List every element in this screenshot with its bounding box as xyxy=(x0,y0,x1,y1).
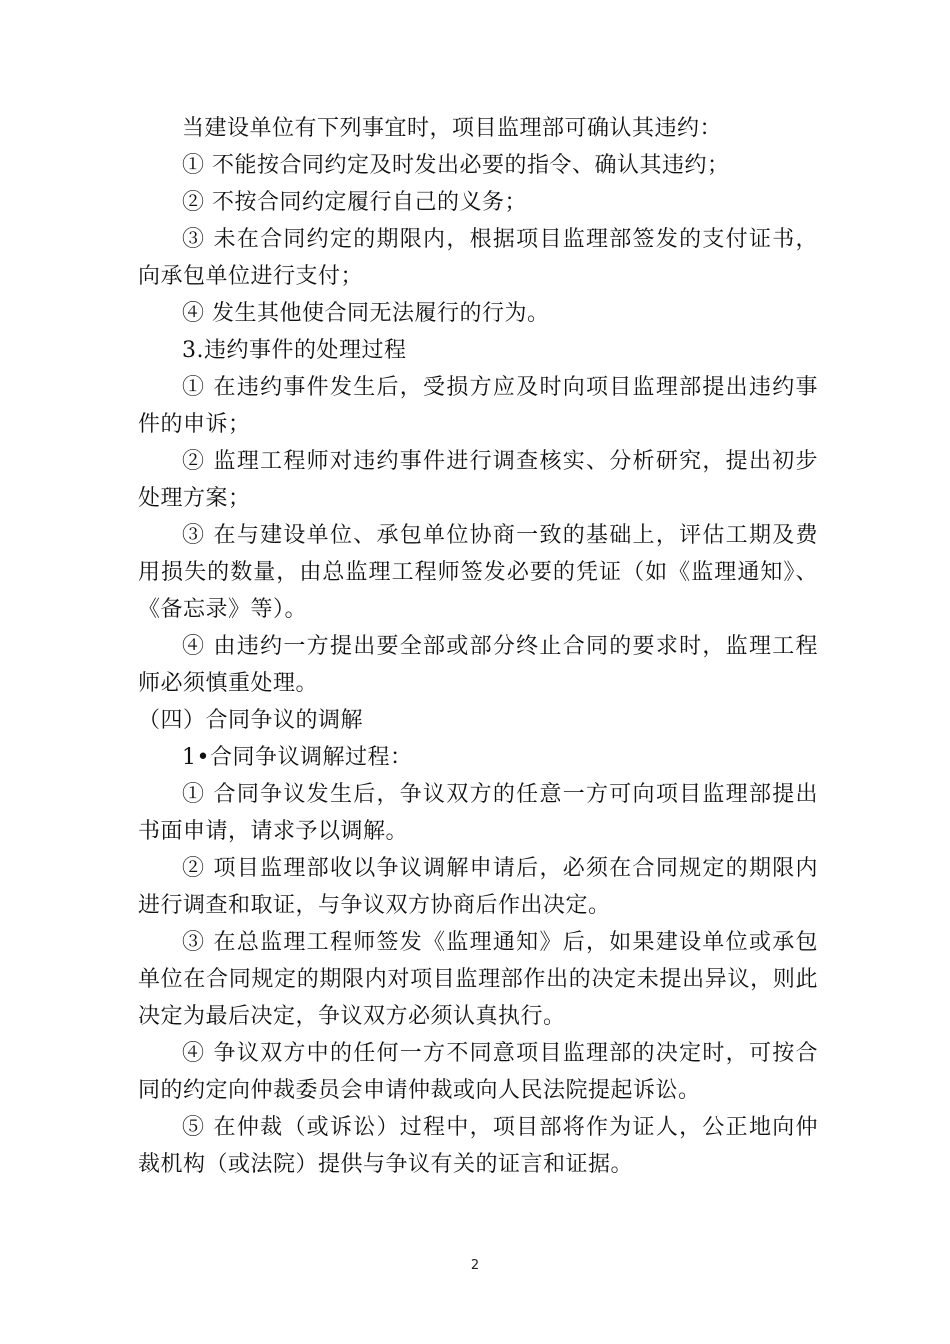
list-item-mediation-1: ① 合同争议发生后，争议双方的任意一方可向项目监理部提出书面申请，请求予以调解。 xyxy=(138,782,818,844)
section-heading-dispute-mediation: （四）合同争议的调解 xyxy=(138,708,364,733)
list-item-process-2: ② 监理工程师对违约事件进行调查核实、分析研究，提出初步处理方案； xyxy=(138,449,818,511)
subsection-heading-mediation-process: 1•合同争议调解过程： xyxy=(182,745,413,770)
list-item-process-1: ① 在违约事件发生后，受损方应及时向项目监理部提出违约事件的申诉； xyxy=(138,375,818,437)
list-item-process-3: ③ 在与建设单位、承包单位协商一致的基础上，评估工期及费用损失的数量，由总监理工程师签发必要的凭证（如《监理通知》、《备忘录》等）。 xyxy=(138,523,818,622)
list-item-breach-1: ① 不能按合同约定及时发出必要的指令、确认其违约； xyxy=(182,153,730,178)
list-item-mediation-5: ⑤ 在仲裁（或诉讼）过程中，项目部将作为证人，公正地向仲裁机构（或法院）提供与争议有关的证言和证据。 xyxy=(138,1115,818,1177)
section-heading-breach-process: 3.违约事件的处理过程 xyxy=(182,338,407,363)
list-item-breach-3: ③ 未在合同约定的期限内，根据项目监理部签发的支付证书，向承包单位进行支付； xyxy=(138,227,818,289)
list-item-mediation-4: ④ 争议双方中的任何一方不同意项目监理部的决定时，可按合同的约定向仲裁委员会申请仲裁或向人民法院提起诉讼。 xyxy=(138,1041,818,1103)
list-item-breach-2: ② 不按合同约定履行自己的义务； xyxy=(182,190,527,215)
list-item-breach-4: ④ 发生其他使合同无法履行的行为。 xyxy=(182,301,550,326)
list-item-mediation-2: ② 项目监理部收以争议调解申请后，必须在合同规定的期限内进行调查和取证，与争议双方协商后作出决定。 xyxy=(138,856,818,918)
intro-paragraph: 当建设单位有下列事宜时，项目监理部可确认其违约： xyxy=(182,116,723,141)
page-number: 2 xyxy=(470,1258,480,1273)
list-item-process-4: ④ 由违约一方提出要全部或部分终止合同的要求时，监理工程师必须慎重处理。 xyxy=(138,634,818,696)
document-body xyxy=(138,110,818,1183)
list-item-mediation-3: ③ 在总监理工程师签发《监理通知》后，如果建设单位或承包单位在合同规定的期限内对项目监理部作出的决定未提出异议，则此决定为最后决定，争议双方必须认真执行。 xyxy=(138,930,818,1029)
